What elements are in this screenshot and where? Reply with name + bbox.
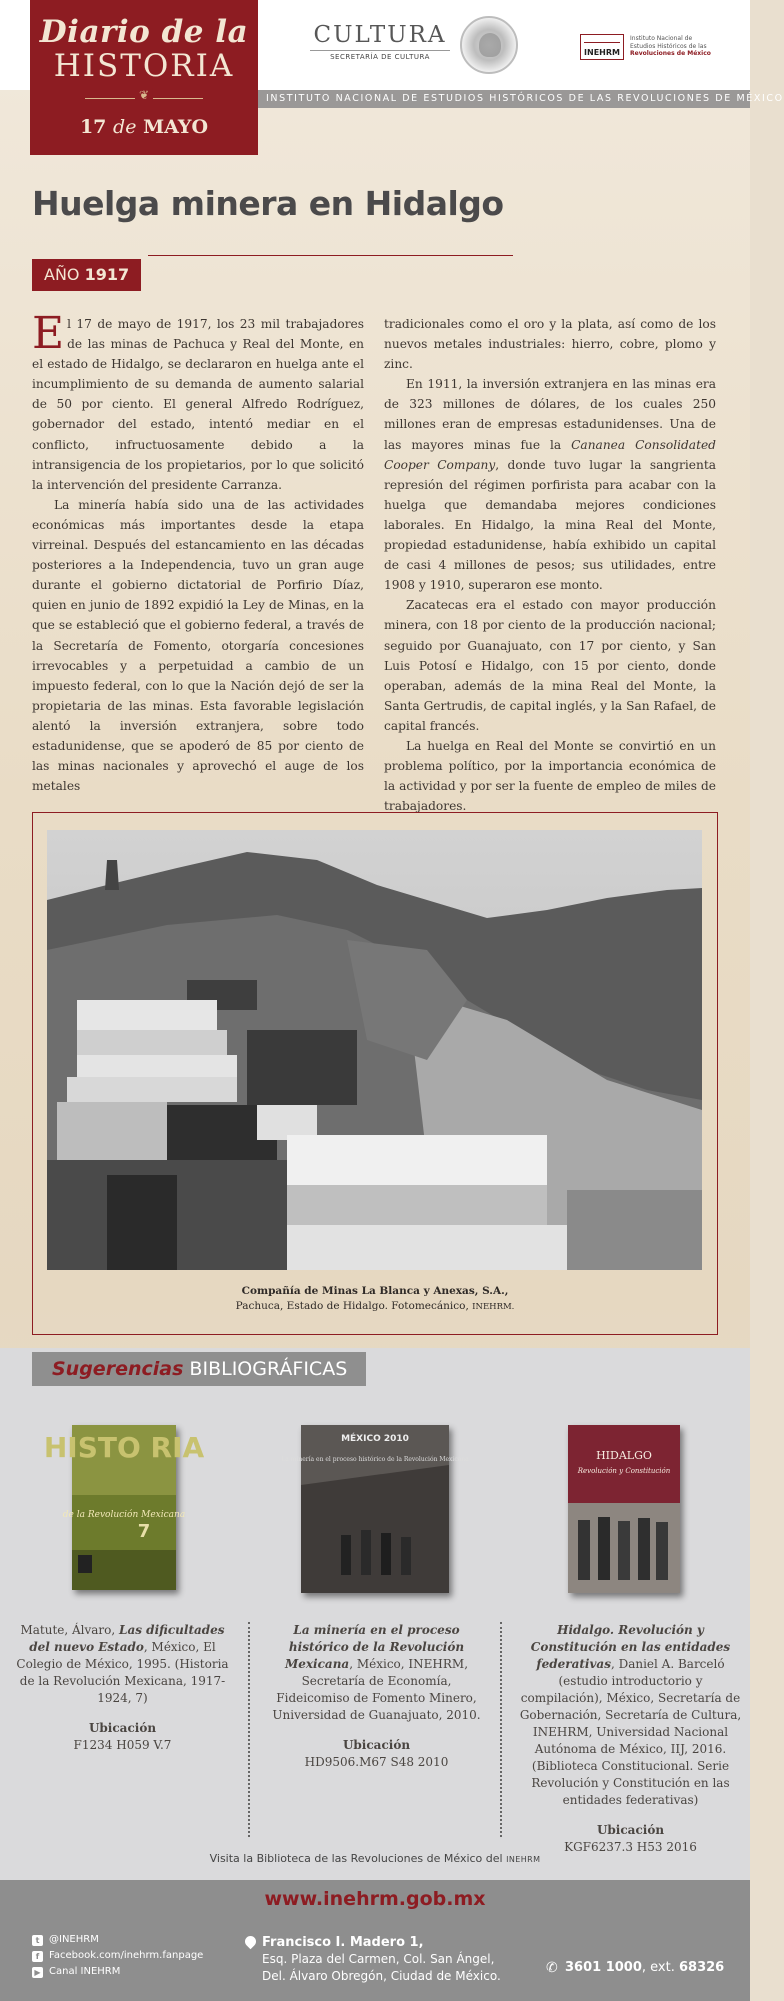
location-code: F1234 H059 V.7 [73,1738,172,1752]
paragraph: En 1911, la inversión extranjera en las minas era de 323 millones de dólares, de los cuales 250 millones eran de empresas estadunidenses. Una de las mayores minas fue la Cananea Consolidated Cooper Company, donde tuvo lugar la sangrienta represión del régimen porfirista para acabar con la huelga que demandaba mejores condiciones laborales. En Hidalgo, la mina Real del Monte, propiedad estadunidense, había exhibido un capital de casi 4 millones de pesos; sus utilidades, entre 1908 y 1910, superaron ese monto. [384,377,716,593]
twitter-icon: t [32,1935,43,1946]
book2-cover-big: MÉXICO 2010 [341,1434,409,1444]
youtube-link[interactable]: ▶ Canal INEHRM [32,1964,203,1980]
website-link[interactable]: www.inehrm.gob.mx [264,1888,486,1910]
page-title: Huelga minera en Hidalgo [32,184,504,223]
youtube-icon: ▶ [32,1967,43,1978]
book1-cover-num: 7 [137,1521,151,1542]
national-seal-icon [460,16,518,74]
twitter-link[interactable]: t @INEHRM [32,1932,203,1948]
library-note: Visita la Biblioteca de las Revoluciones de México del INEHRM [209,1852,541,1865]
social-links [32,1932,203,1980]
year-badge: AÑO 1917 [32,259,141,291]
location-label: Ubicación [342,1738,411,1752]
footer [0,1880,750,2001]
book-cover-3[interactable] [568,1425,680,1593]
institute-bar: INSTITUTO NACIONAL DE ESTUDIOS HISTÓRICOS DE LAS REVOLUCIONES DE MÉXICO [258,90,750,108]
logo-line1: Diario de la [39,14,249,50]
location-code: HD9506.M67 S48 2010 [304,1755,449,1769]
paragraph: tradicionales como el oro y la plata, así como de los nuevos metales industriales: hierro, cobre, plomo y zinc. [384,317,716,372]
paragraph: El 17 de mayo de 1917, los 23 mil trabajadores de las minas de Pachuca y Real del Monte, en el estado de Hidalgo, se declararon en huelga ante el incumplimiento de su demanda de aumento salarial de 50 por ciento. El general Alfredo Rodríguez, gobernador del estado, intentó mediar en el conflicto, infructuosamente debido a la intransigencia de los propietarios, por lo que solicitó la intervención del presidente Carranza. [32,308,364,492]
facebook-link[interactable]: f Facebook.com/inehrm.fanpage [32,1948,203,1964]
book1-cover-big: HISTO RIA [43,1431,205,1464]
book1-cover-sub: de la Revolución Mexicana [62,1510,186,1520]
title-divider [148,255,513,256]
cultura-logo: CULTURA SECRETARÍA DE CULTURA [310,22,450,61]
inehrm-logo: INEHRM Instituto Nacional de Estudios Históricos de las Revoluciones de México [580,34,730,64]
location-pin-icon [243,1934,259,1950]
location-label: Ubicación [596,1823,665,1837]
paragraph: La minería había sido una de las actividades económicas más importantes desde la etapa virreinal. Después del estancamiento en las décadas posteriores a la Independencia, tuvo un gran auge durante el gobierno dictatorial de Porfirio Díaz, quien en junio de 1892 expidió la Ley de Minas, en la que se estableció que el gobierno federal, a través de la Secretaría de Fomento, otorgaría concesiones irrevocables y a perpetuidad a cambio de un impuesto federal, con lo que la Nación dejó de ser la propietaria de las minas. Esta favorable legislación alentó la inversión extranjera, sobre todo estadunidense, que se apoderó de 85 por ciento de las minas nacionales y aprovechó el auge de los metales [32,497,364,794]
book2-cover-sub: La minería en el proceso histórico de la Revolución Mexicana [281,1456,469,1463]
column-divider [500,1622,502,1837]
phone-icon: ✆ [546,1960,558,1976]
photo-caption: Compañía de Minas La Blanca y Anexas, S.A., Pachuca, Estado de Hidalgo. Fotomecánico, INEHRM. [235,1285,515,1312]
article-column-right [384,314,716,816]
facebook-icon: f [32,1951,43,1962]
book-entry-1: Matute, Álvaro, Las dificultades del nuevo Estado, México, El Colegio de México, 1995. (Historia de la Revolución Mexicana, 1917-1924, 7) Ubicación F1234 H059 V.7 [10,1622,235,1754]
logo-line2: HISTORIA [53,48,235,84]
ornament-icon [85,94,203,104]
suggestions-heading: Sugerencias BIBLIOGRÁFICAS [32,1352,366,1386]
column-divider [248,1622,250,1837]
location-label: Ubicación [88,1721,157,1735]
book-cover-2[interactable] [281,1425,469,1593]
date-label: 17 de MAYO [79,116,209,138]
diario-logo [30,0,258,155]
book3-cover-big: HIDALGO [596,1449,652,1462]
paragraph: Zacatecas era el estado con mayor producción minera, con 18 por ciento de la producción nacional; seguido por Guanajuato, con 17 por ciento, y San Luis Potosí e Hidalgo, con 15 por ciento, donde operaban, además de la mina Real del Monte, la Santa Gertrudis, de capital inglés, y la San Rafael, de capital francés. [384,598,716,733]
mine-photo [47,830,702,1270]
book-entry-2: La minería en el proceso histórico de la Revolución Mexicana, México, INEHRM, Secretaría de Economía, Fideicomiso de Fomento Minero, Universidad de Guanajuato, 2010. Ubicación HD9506.M67 S48 2010 [264,1622,489,1771]
book-entry-3: Hidalgo. Revolución y Constitución en las entidades federativas, Daniel A. Barceló (estudio introductorio y compilación), México, Secretaría de Gobernación, Secretaría de Cultura, INEHRM, Universidad Nacional Autónoma de México, IIJ, 2016. (Biblioteca Constitucional. Serie Revolución y Constitución en las entidades federativas) Ubicación KGF6237.3 H53 2016 [519,1623,742,1854]
address: Francisco I. Madero 1, Esq. Plaza del Carmen, Col. San Ángel, Del. Álvaro Obregón, Ciudad de México. [262,1935,501,1983]
location-code: KGF6237.3 H53 2016 [564,1840,697,1854]
paragraph: La huelga en Real del Monte se convirtió en un problema político, por la importancia económica de la actividad y por ser la fuente de empleo de miles de trabajadores. [384,738,716,814]
phone-number[interactable]: 3601 1000, ext. 68326 [565,1960,725,1975]
building-icon: INEHRM [580,34,624,60]
drop-cap: E [32,308,65,359]
book-cover-1[interactable] [43,1425,205,1590]
book3-cover-sub: Revolución y Constitución [577,1467,671,1475]
article-column-left [32,308,364,796]
